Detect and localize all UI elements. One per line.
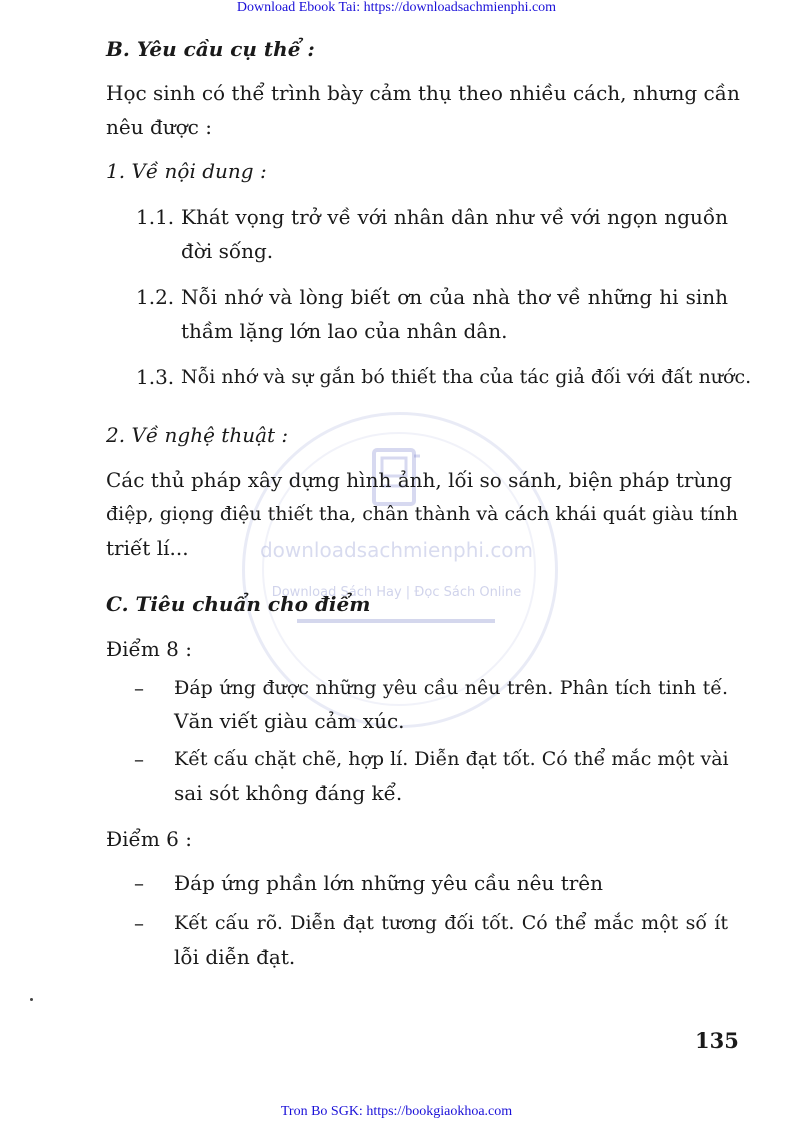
dash-bullet: – [134, 871, 144, 895]
intro-line-1: Học sinh có thể trình bày cảm thụ theo nhiều cách, nhưng cần [106, 81, 740, 105]
intro-line-2: nêu được : [106, 115, 212, 139]
scan-speck [30, 998, 33, 1001]
art-line-1: Các thủ pháp xây dựng hình ảnh, lối so sánh, biện pháp trùng [106, 468, 733, 492]
score-8-item-1-line-1: Đáp ứng được những yêu cầu nêu trên. Phân tích tinh tế. [174, 677, 728, 699]
item-1-1-line-2: đời sống. [181, 239, 274, 263]
score-8-item-1-line-2: Văn viết giàu cảm xúc. [174, 709, 405, 733]
footer-sgk-link[interactable]: Tron Bo SGK: https://bookgiaokhoa.com [280, 1104, 513, 1119]
section-b-heading: B. Yêu cầu cụ thể : [106, 37, 315, 61]
dash-bullet: – [134, 747, 144, 771]
watermark-underline [297, 619, 495, 623]
score-6-item-2-line-1: Kết cấu rõ. Diễn đạt tương đối tốt. Có thể mắc một số ít [174, 912, 728, 934]
score-6-item-2-line-2: lỗi diễn đạt. [174, 945, 296, 969]
score-6-item-1-line-1: Đáp ứng phần lớn những yêu cầu nêu trên [174, 871, 604, 895]
watermark-site: downloadsachmienphi.com [259, 538, 534, 562]
header-download-link[interactable]: Download Ebook Tai: https://downloadsachmienphi.com [236, 0, 557, 15]
section-c-heading: C. Tiêu chuẩn cho điểm [106, 592, 371, 616]
score-8-label: Điểm 8 : [106, 637, 192, 661]
score-8-item-2-line-2: sai sót không đáng kể. [174, 781, 403, 805]
page-number: 135 [695, 1028, 739, 1053]
watermark-tagline: Download Sách Hay | Đọc Sách Online [271, 585, 522, 600]
item-number: 1.3. [136, 365, 175, 389]
item-number: 1.2. [136, 285, 175, 309]
art-line-2: điệp, giọng điệu thiết tha, chân thành và cách khái quát giàu tính [106, 503, 739, 525]
item-1-1-line-1: Khát vọng trở về với nhân dân như về với ngọn nguồn [181, 205, 728, 229]
dash-bullet: – [134, 676, 144, 700]
item-1-2-line-1: Nỗi nhớ và lòng biết ơn của nhà thơ về những hi sinh [181, 285, 728, 309]
item-1-2-line-2: thầm lặng lớn lao của nhân dân. [181, 319, 508, 343]
item-1-3-line-1: Nỗi nhớ và sự gắn bó thiết tha của tác giả đối với đất nước. [181, 366, 752, 388]
score-6-label: Điểm 6 : [106, 827, 192, 851]
art-heading: 2. Về nghệ thuật : [106, 423, 289, 447]
dash-bullet: – [134, 911, 144, 935]
art-line-3: triết lí... [106, 536, 189, 560]
item-number: 1.1. [136, 205, 175, 229]
score-8-item-2-line-1: Kết cấu chặt chẽ, hợp lí. Diễn đạt tốt. Có thể mắc một vài [174, 748, 729, 770]
content-heading: 1. Về nội dung : [106, 159, 267, 183]
